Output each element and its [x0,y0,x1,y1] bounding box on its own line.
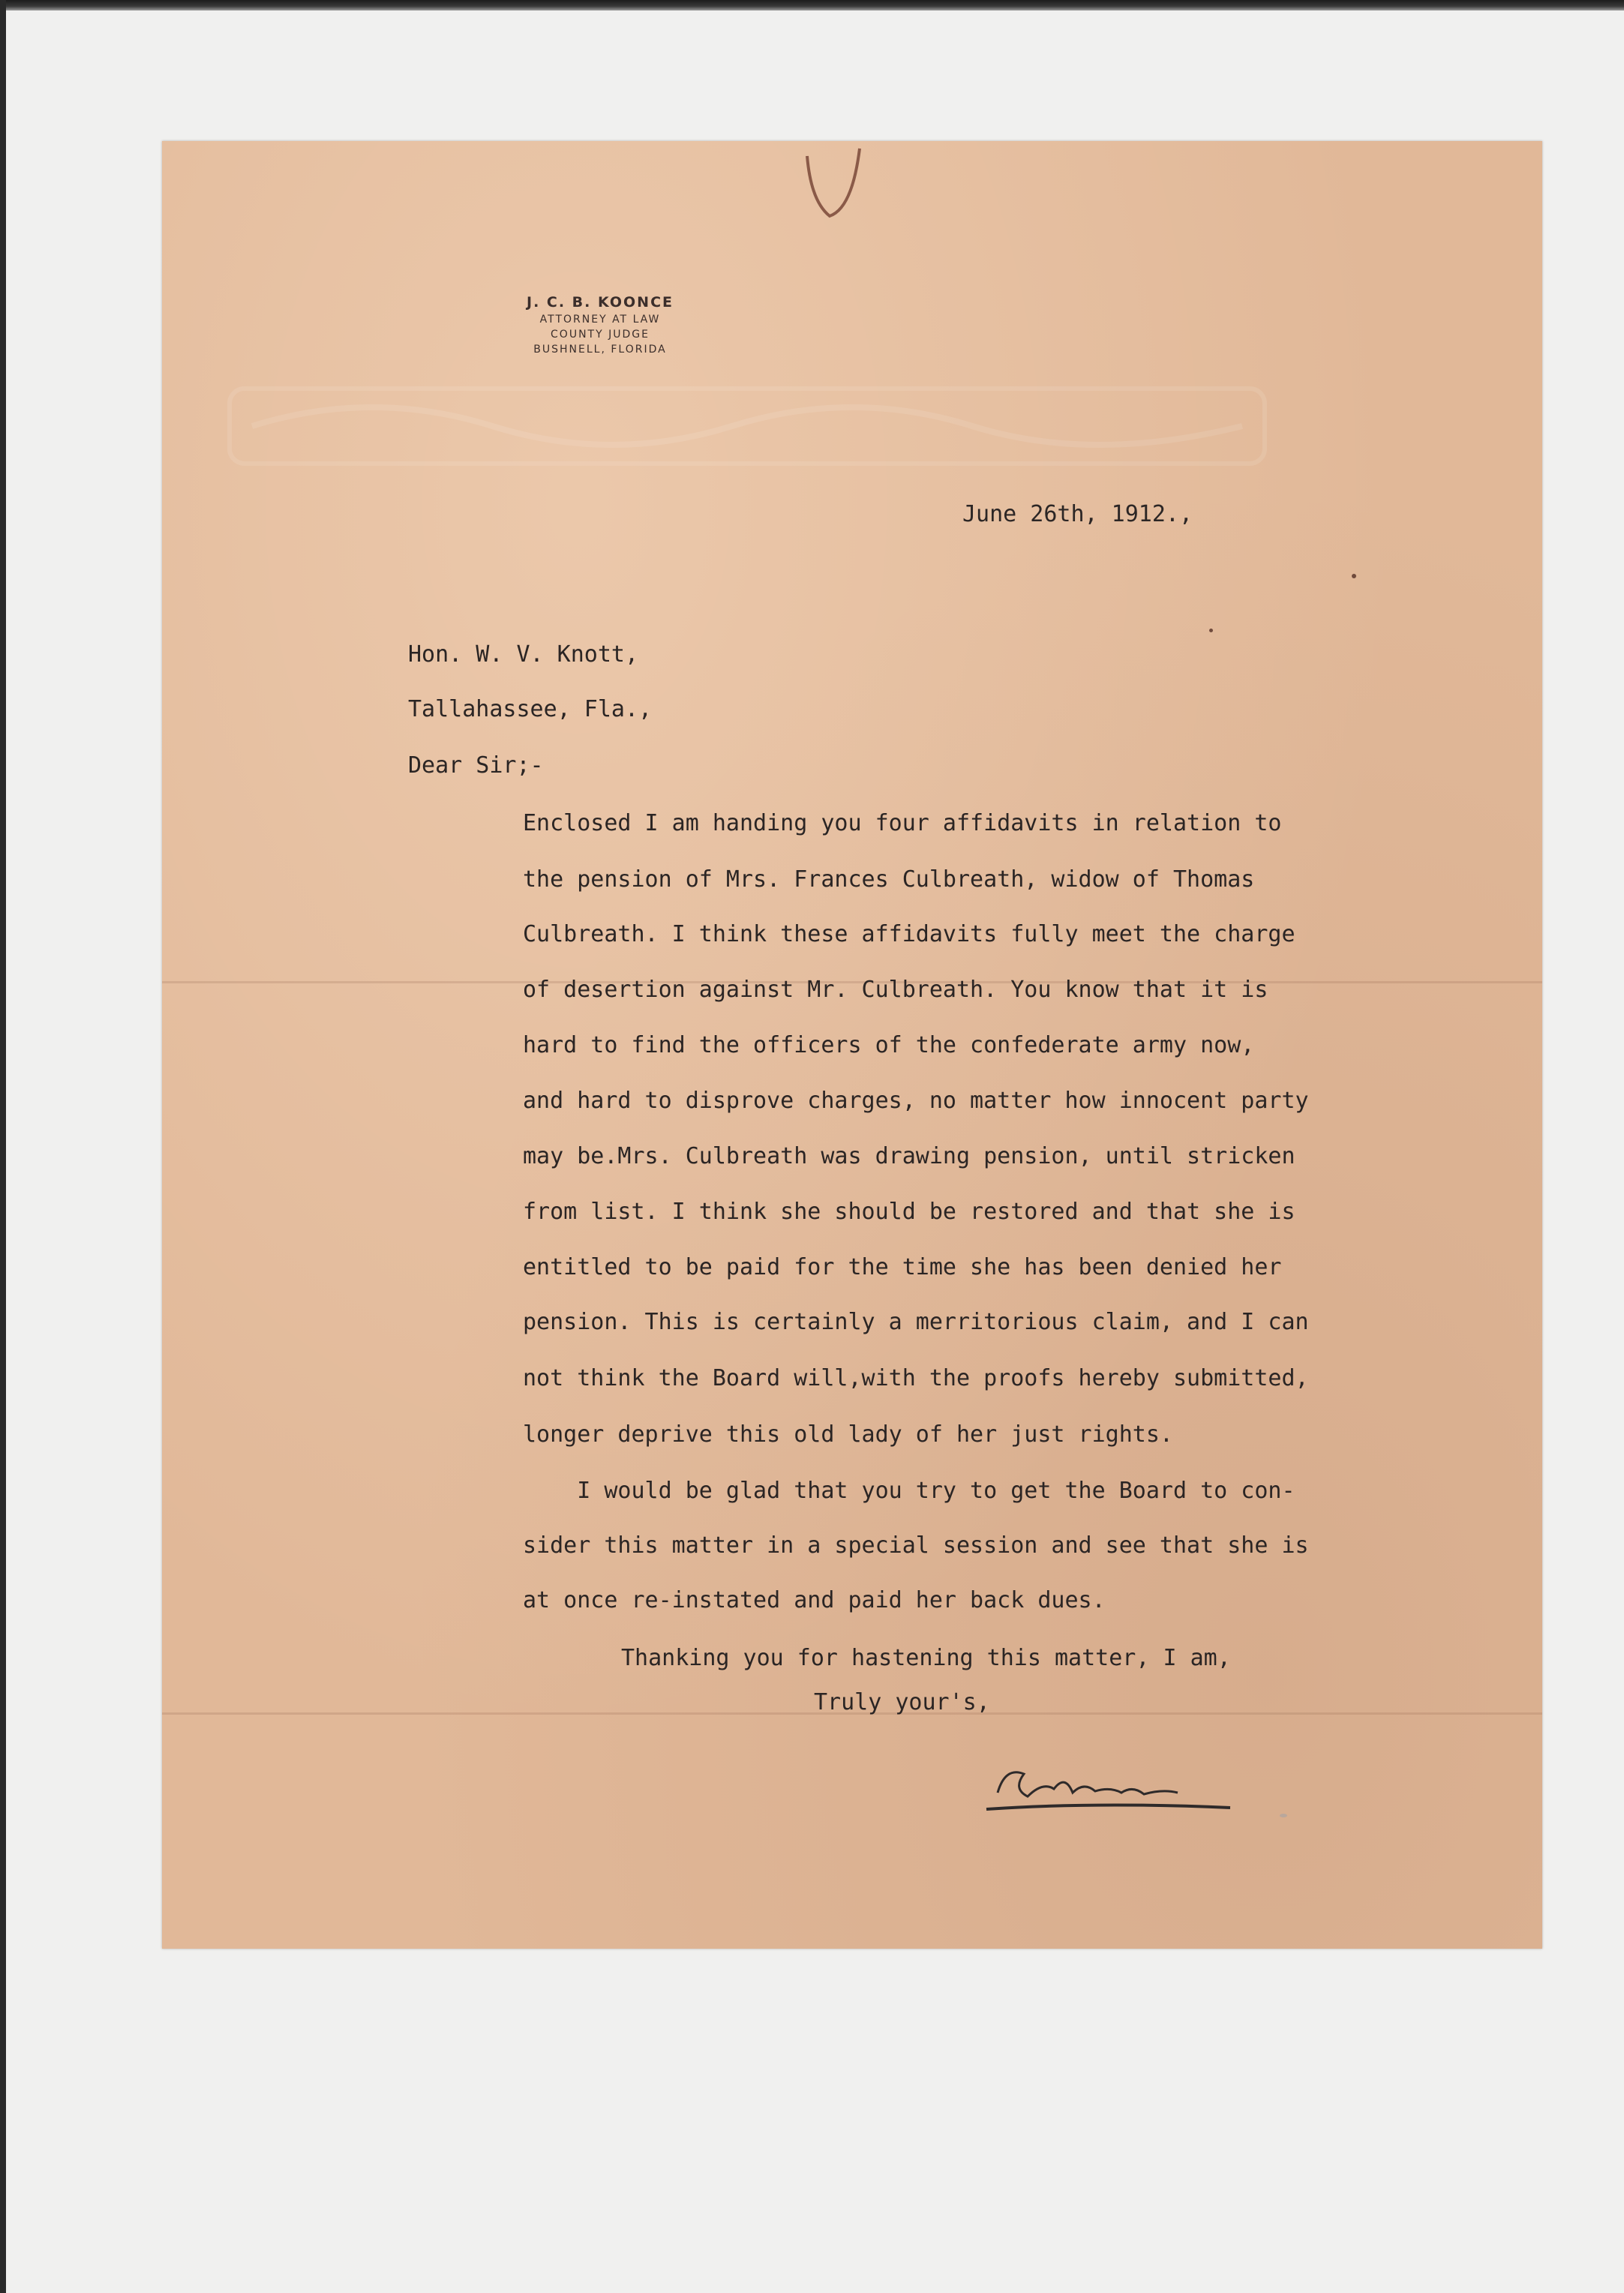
letterhead-name: J. C. B. KOONCE [527,294,674,311]
body-line: from list. I think she should be restored and that she is [523,1199,1295,1225]
body-line: Culbreath. I think these affidavits fully meet the charge [523,921,1295,947]
letterhead-office: COUNTY JUDGE [551,329,650,341]
body-line: pension. This is certainly a merritorious claim, and I can [523,1309,1309,1335]
letterhead [420,293,780,357]
body-line: at once re-instated and paid her back dues. [523,1587,1106,1613]
scan-top-edge [0,0,1624,11]
body-line: longer deprive this old lady of her just rights. [523,1421,1173,1448]
body-line: Enclosed I am handing you four affidavits in relation to [523,810,1282,836]
body-line: and hard to disprove charges, no matter how innocent party [523,1088,1309,1114]
paper-speck [1352,574,1356,578]
body-line: not think the Board will,with the proofs hereby submitted, [523,1365,1309,1391]
recipient-location: Tallahassee, Fla., [408,696,653,722]
body-line: I would be glad that you try to get the Board to con- [523,1478,1295,1504]
paper-speck [1209,629,1213,632]
letterhead-title: ATTORNEY AT LAW [539,314,661,326]
salutation: Dear Sir;- [408,752,544,779]
pin-hole-mark [777,141,882,246]
closing-sign-off: Truly your's, [814,1689,990,1715]
watermark-graphic [222,374,1272,479]
body-line: of desertion against Mr. Culbreath. You know that it is [523,977,1268,1003]
letterhead-location: BUSHNELL, FLORIDA [533,344,667,356]
body-line: the pension of Mrs. Frances Culbreath, widow of Thomas [523,866,1255,893]
scan-left-edge [0,0,6,2293]
body-line: sider this matter in a special session and see that she is [523,1532,1309,1559]
letter-date: June 26th, 1912., [962,501,1193,527]
recipient-name: Hon. W. V. Knott, [408,641,639,668]
handwritten-signature [983,1755,1253,1815]
closing-thanks: Thanking you for hastening this matter, I am, [621,1645,1231,1671]
body-line: entitled to be paid for the time she has been denied her [523,1254,1282,1280]
paper-speck [1280,1814,1287,1817]
body-line: may be.Mrs. Culbreath was drawing pension, until stricken [523,1143,1295,1169]
body-line: hard to find the officers of the confederate army now, [523,1032,1255,1058]
